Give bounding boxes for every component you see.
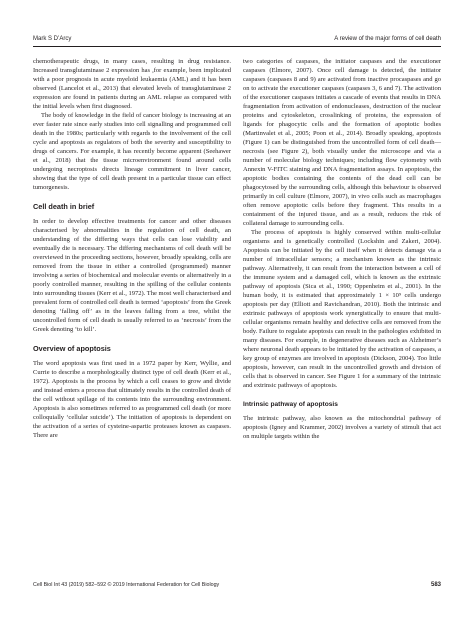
paragraph-intrinsic-pathway: The intrinsic pathway, also known as the mitochondrial pathway of apoptosis (Igney and Krammer, 2002) involves a variety of stimuli that act on multiple targets within the — [243, 415, 441, 440]
heading-overview-of-apoptosis: Overview of apoptosis — [33, 344, 111, 353]
paragraph-drug-resistance: chemotherapeutic drugs, in many cases, resulting in drug resistance. Increased transglutaminase 2 expression has ,for example, been implicated with a poor prognosis in acute myeloid leukaemia (AML) and it has been observed (Lancelot et al., 2013) that elevated levels of transglutaminase 2 expression are found in patients during an AML relapse as compared with the initial levels when first diagnosed. — [33, 58, 231, 110]
heading-cell-death-in-brief: Cell death in brief — [33, 202, 95, 211]
paragraph-caspases: two categories of caspases, the initiator caspases and the executioner caspases (Elmore, 2007). Once cell damage is detected, the initiator caspases (caspases 8 and 9) are activated from inactive procaspases and go on to activate the executioner caspases (caspases 3, 6 and 7). The activation of the executioner caspases initiates a cascade of events that results in DNA fragmentation from activation of endonucleases, destruction of the nuclear proteins and cytoskeleton, crosslinking of proteins, the expression of ligands for phagocytic cells and the formation of apoptotic bodies (Martinvalet et al., 2005; Poon et al., 2014). Broadly speaking, apoptosis (Figure 1) can be distinguished from the uncontrolled form of cell death—necrosis (see Figure 2), both visually under the microscope and via a number of molecular biology techniques; including flow cytometry with Annexin V-FITC staining and DNA fragmentation assays. In apoptosis, the apoptotic bodies containing the contents of the dead cell can be phagocytosed by the surrounding cells, although this behaviour is observed primarily in cell culture (Elmore, 2007), in vivo cells such as macrophages often remove apoptotic cells before they fragment. This results in a containment of the injured tissue, and as a result, reduces the risk of collateral damage to surrounding cells. — [243, 58, 441, 227]
title-running-head: A review of the major forms of cell death — [334, 36, 441, 42]
right-column — [243, 57, 441, 441]
author-running-head: Mark S D’Arcy — [33, 36, 72, 42]
page-number: 583 — [430, 582, 441, 588]
paragraph-apoptosis-overview: The word apoptosis was first used in a 1972 paper by Kerr, Wyllie, and Currie to describe a morphologically distinct type of cell death (Kerr et al., 1972). Apoptosis is the process by which a cell ceases to grow and divide and instead enters a process that ultimately results in the controlled death of the cell without spillage of its contents into the surrounding environment. Apoptosis is also sometimes referred to as programmed cell death (or more colloquially ‘cellular suicide’). The initiation of apoptosis is dependent on the activation of a series of cysteine-aspartic proteases known as caspases. There are — [33, 360, 231, 439]
header-rule — [33, 46, 441, 47]
page-footer — [33, 580, 441, 590]
left-column — [33, 57, 231, 440]
paragraph-cell-death: In order to develop effective treatments for cancer and other diseases characterised by abnormalities in the regulation of cell death, an understanding of the differing ways that cells can lose viability and eventually die is necessary. The differing mechanisms of cell death will be overviewed in the proceeding sections, however, broadly speaking, cells are removed from the tissue in either a controlled (programmed) manner involving a series of biochemical and molecular events or alternatively in a poorly controlled manner, resulting in the spilling of the cellular contents into surrounding tissues (Kerr et al., 1972). The most well characterised and prevalent form of controlled cell death is termed ‘apoptosis’ from the Greek denoting ‘falling off’ as in the leaves falling from a tree, whilst the uncontrolled form of cell death is usually referred to as ‘necrosis’ from the Greek denoting ‘to kill’. — [33, 218, 231, 333]
journal-citation: Cell Biol Int 43 (2019) 582–592 © 2019 International Federation for Cell Biology — [33, 582, 220, 588]
paragraph-apoptosis-conserved: The process of apoptosis is highly conserved within multi-cellular organisms and is genetically controlled (Lockshin and Zakeri, 2004). Apoptosis can be initiated by the cell itself when it detects damage via a number of intracellular sensors; a mechanism known as the intrinsic pathway. Alternatively, it can result from the interaction between a cell of the immune system and a damaged cell, which is known as the extrinsic pathway of apoptosis (Sica et al., 1990; Oppenheim et al., 2001). In the human body, it is estimated that approximately 1 × 10⁹ cells undergo apoptosis per day (Elliott and Ravichandran, 2010). Both the intrinsic and extrinsic pathways of apoptosis work synergistically to ensure that multi-cellular organisms remain healthy and defective cells are removed from the body. Failure to regulate apoptosis can result in the pathologies exhibited in many diseases. For example, in degenerative diseases such as Alzheimer’s where neuronal death appears to be initiated by the activation of caspases, a key group of enzymes are involved in apoptosis (Dickson, 2004). Too little apoptosis, however, can result in the uncontrolled growth and division of cells that is observed in cancer. See Figure 1 for a summary of the intrinsic and extrinsic pathways of apoptosis. — [243, 229, 441, 389]
paragraph-cancer-biology: The body of knowledge in the field of cancer biology is increasing at an ever faster rate since early studies into cell signalling and programmed cell death in the 1980s; particularly with regards to the involvement of the cell cycle and apoptosis as regulators of both the severity and susceptibility to drugs of cancers. For example, it has recently become apparent (Seehawer et al., 2018) that the tissue microenvironment found around cells undergoing necroptosis directs lineage commitment in liver cancer, showing that the type of cell death present in a particular tissue can effect tumorgenesis. — [33, 112, 231, 191]
heading-intrinsic-pathway: Intrinsic pathway of apoptosis — [243, 401, 338, 408]
running-head — [33, 34, 441, 44]
